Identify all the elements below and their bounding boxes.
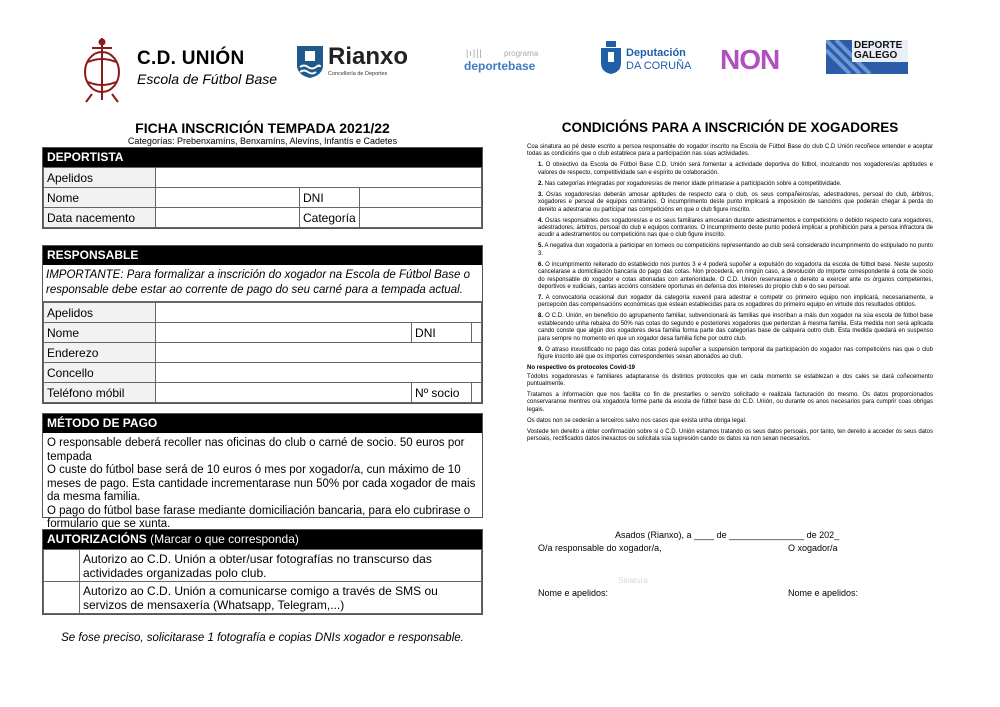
condition-3: 3. Os/as xogadores/as deberán amosar aptitudes de respecto cara o club, os seus compañeiros/as, adestradores, persoal do club, árbitros, xogadores e persoal de equipos contrarios. O incumprimento deste punto implicará a imposición de sancións que poderán chegar á perda do dereito a adestrarse ou participar nas competicións en que o club figure inscrito.	[538, 191, 934, 213]
deportista-dni-field[interactable]	[359, 188, 481, 208]
rianxo-sub: Concellería de Deportes	[328, 71, 388, 77]
deportista-nacemento-field[interactable]	[156, 208, 300, 228]
deportista-categoria-label: Categoría	[300, 208, 360, 228]
covid-heading: No respectivo ós protocolos Covid-19	[527, 365, 636, 372]
deportebase-logo	[464, 48, 548, 74]
galego-text: GALEGO	[854, 50, 898, 61]
responsable-dni-label: DNI	[412, 323, 472, 343]
deportebase-bars: |ı|||	[466, 48, 483, 58]
responsable-enderezo-label: Enderezo	[44, 343, 156, 363]
club-name: C.D. UNIÓN	[137, 48, 245, 69]
pago-line-1: O responsable deberá recoller nas oficinas do club o carné de socio. 50 euros por tempada	[47, 437, 465, 463]
signature-left-label: O/a responsable do xogador/a,	[538, 543, 662, 553]
responsable-concello-label: Concello	[44, 363, 156, 383]
responsable-apelidos-label: Apelidos	[44, 303, 156, 323]
condition-6: 6. O incumprimento reiterado do establecido nos puntos 3 e 4 poderá supoñer a expulsión do xogador/a da escola de fútbol base. Neste suposto cancelarase a domiciliación bancaria do pago das cotas. Non procederá, en ningún caso, a devolución do importe correspondente á cota de socio do responsable do xogador e cotas abonadas con anterioridade. O C.D. Unión reservarase o dereito a exercer ante os órganos competentes, deportivos e xudiciais, cantas accións considere oportunas en defensa dos intereses do propio club e do seu persoal.	[538, 261, 933, 291]
deputacion-crest-icon	[600, 41, 622, 75]
responsable-concello-field[interactable]	[156, 363, 482, 383]
coruna-text: DA CORUÑA	[626, 60, 692, 72]
responsable-nome-field[interactable]	[156, 323, 412, 343]
signature-right-label: O xogador/a	[788, 543, 838, 553]
deportista-nome-field[interactable]	[156, 188, 300, 208]
form-title: FICHA INSCRICIÓN TEMPADA 2021/22	[135, 120, 390, 136]
pago-section	[42, 413, 483, 530]
footer-note: Se fose preciso, solicitarase 1 fotografía e copias DNIs xogador e responsable.	[61, 632, 464, 644]
pago-heading: MÉTODO DE PAGO	[43, 414, 482, 433]
non-logo	[720, 46, 790, 74]
programa-text: programa	[504, 49, 539, 58]
responsable-heading: RESPONSABLE	[43, 246, 482, 265]
pago-line-3: O pago do fútbol base farase mediante domiciliación bancaria, para elo cubrirase o formulario que se xunta.	[47, 504, 471, 530]
responsable-socio-label: Nº socio	[412, 383, 472, 403]
signature-date-line: Asados (Rianxo), a ____ de _______________ de 202_	[615, 530, 840, 540]
rights-text: Vostede ten dereito a obter confirmación sobre si o C.D. Unión estamos tratando os seus datos persoais, por tanto, ten dereito a acceder ós seus datos persoais, rectificados datos inexactos ou solicitala súa supresión cando os datos xa non sexan necesarios.	[527, 428, 933, 443]
responsable-dni-field[interactable]	[472, 323, 482, 343]
deporte-text: DEPORTE	[854, 40, 903, 51]
responsable-important-note: IMPORTANTE: Para formalizar a inscrición do xogador na Escola de Fútbol Base o responsable debe estar ao corrente de pago do seu carné para a tempada actual.	[43, 265, 482, 302]
non-text: NON	[720, 44, 780, 75]
condition-9: 9. O atraso inxustificado no pago das cotas poderá supoñer a suspensión temporal da participación do xogador nas competicións nas que o club figure inscrito até que os importes correspondentes sexan abonados ao club.	[538, 346, 933, 361]
autorizacions-section	[42, 529, 483, 615]
rianxo-text: Rianxo	[328, 43, 409, 70]
conditions-intro: Coa sinatura ao pé deste escrito a persoa responsable do xogador inscrito na Escola de Fútbol Base do club C.D Unión recoñece entender e aceptar todas as condicións que o club establece para a participación nas súas actividades.	[527, 144, 933, 158]
deportista-apelidos-label: Apelidos	[44, 168, 156, 188]
covid-text: Tódolos xogadores/as e familiares adaptaranse ós distintos protocolos que en cada momento se establezan e dos cales se dará coñecemento puntualmente.	[527, 373, 933, 387]
responsable-enderezo-field[interactable]	[156, 343, 482, 363]
deputacion-text: Deputación	[626, 47, 686, 59]
sms-consent-checkbox[interactable]	[44, 582, 80, 614]
deportista-section	[42, 147, 483, 229]
deputacion-logo	[600, 41, 700, 77]
condition-8: 8. O C.D. Unión, en beneficio do agrupamento familiar, subvencionará ás familias que inscriban a máis dun xogador na súa escola de fútbol base establecendo unha rebaixa do 50% nas cotas do segundo e posteriores xogadores que pertenzan á mesma familia. Esta medida non será aplicada cando conste que algún dos xogadores desa familia forma parte das categorías base de calquera outro club. Esta medida quedará en suspenso para sempre no momento en que un xogador desa familia fiche por outro club.	[538, 313, 934, 342]
condition-2: 2. Nas categorías integradas por xogadores/as de menor idade primarase a participación sobre a competitividade.	[538, 180, 842, 187]
deportista-heading: DEPORTISTA	[43, 148, 482, 167]
club-crest-icon	[78, 34, 126, 104]
photo-consent-text: Autorizo ao C.D. Unión a obter/usar fotografías no transcurso das actividades organizadas polo club.	[80, 550, 482, 582]
deportista-nacemento-label: Data nacemento	[44, 208, 156, 228]
responsable-socio-field[interactable]	[472, 383, 482, 403]
photo-consent-checkbox[interactable]	[44, 550, 80, 582]
condition-5: 5. A negativa dun xogador/a a participar en torneos ou competicións representando ao club será considerado incumprimento do estipulado no punto 3.	[538, 243, 933, 257]
rianxo-shield-icon	[296, 45, 324, 79]
condition-4: 4. Os/as responsables dos xogadores/as e os seus familiares amosarán durante adestramentos e competicións o debido respecto cara xogadores, adestradores, árbitros, persoal do club e equipos contrarios. O incumprimento deste punto poderá implicar a prohibición para a persoa infractora de acudir a adestramentos ou competicións nas que o club figure inscrito.	[538, 217, 934, 239]
deportebase-text: deportebase	[464, 59, 536, 73]
third-party-text: Os datos non se cederán a terceiros salvo nos casos que exista unha obriga legal.	[527, 417, 747, 424]
club-subtitle: Escola de Fútbol Base	[137, 71, 278, 87]
condition-1: 1. O obxectivo da Escola de Fútbol Base C.D. Unión será fomentar a actividade deportiva do fútbol, inculcando nos xogadores/as aptitudes e valores de respecto, competitividade san e espírito de colaboración.	[538, 162, 933, 176]
rianxo-logo	[296, 45, 421, 81]
conditions-body	[527, 144, 933, 447]
condition-7: 7. A convocatoria ocasional dun xogador da categoría xuvenil para adestrar e competir co primeiro equipo non implicará, necesariamente, a percepción das compensacións económicas que estean establecidas para os xogadores do primeiro equipo en virtude dos resultados obtidos.	[538, 295, 933, 309]
deportista-nome-label: Nome	[44, 188, 156, 208]
signature-placeholder: Sinatura	[618, 576, 648, 585]
autorizacions-heading	[43, 530, 482, 549]
deportista-dni-label: DNI	[300, 188, 360, 208]
signature-name-right[interactable]: Nome e apelidos:	[788, 588, 859, 598]
sms-consent-text: Autorizo ao C.D. Unión a comunicarse comigo a través de SMS ou servizos de mensaxería (Whatsapp, Telegram,...)	[80, 582, 482, 614]
conditions-title: CONDICIÓNS PARA A INSCRICIÓN DE XOGADORES	[561, 120, 899, 135]
data-text: Tratamos a información que nos facilita co fin de prestarlles o servizo solicitado e realizala facturación do mesmo. Os datos proporcionados conservaranse mentres o/a xogador/a forme parte da escola de fútbol base do C.D. Unión, ou durante os anos necesarios para cumprir coas obrigas legais.	[527, 391, 933, 413]
pago-line-2: O custe do fútbol base será de 10 euros ó mes por xogador/a, cun máximo de 10 meses de pago. Esta cantidade incrementarase nun 50% por cada xogador de mais da mesma familia.	[47, 464, 476, 503]
form-categories: Categorías: Prebenxamíns, Benxamíns, Alevíns, Infantís e Cadetes	[127, 136, 398, 146]
deportista-categoria-field[interactable]	[359, 208, 481, 228]
responsable-section	[42, 245, 483, 404]
deportista-apelidos-field[interactable]	[156, 168, 482, 188]
responsable-telefono-label: Teléfono móbil	[44, 383, 156, 403]
signature-name-left[interactable]: Nome e apelidos:	[538, 588, 609, 598]
autorizacions-title: AUTORIZACIÓNS	[47, 532, 147, 546]
responsable-nome-label: Nome	[44, 323, 156, 343]
autorizacions-title-note: (Marcar o que corresponda)	[150, 532, 299, 546]
responsable-apelidos-field[interactable]	[156, 303, 482, 323]
deporte-galego-logo	[826, 40, 908, 74]
responsable-telefono-field[interactable]	[156, 383, 412, 403]
